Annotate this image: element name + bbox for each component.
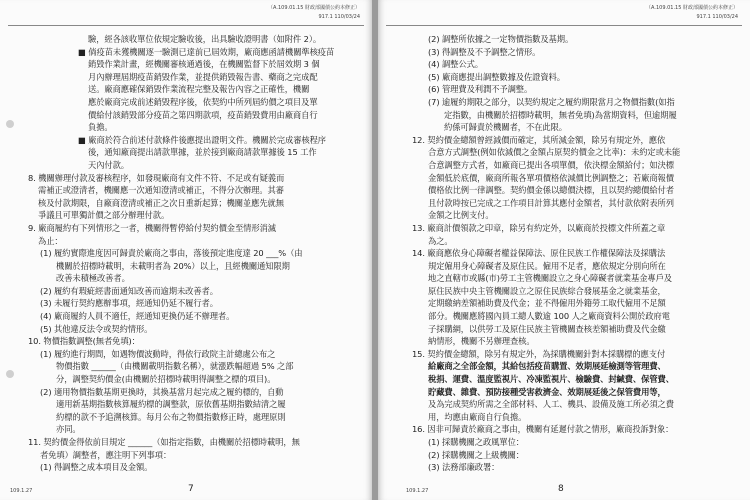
text-line: 10. 物價指數調整(無者免填)： bbox=[28, 336, 140, 347]
text-line: 應於廠商完成前述銷毀程序後，依契約中所列屆約價之項目及單 bbox=[88, 96, 318, 107]
text-line: 金額之比例支付。 bbox=[428, 210, 494, 221]
right-footer-date: 109.1.27 bbox=[406, 488, 429, 494]
left-header-title: （A.109.01.15 財政部國債公約本修正） bbox=[268, 5, 360, 11]
left-page-body bbox=[28, 33, 350, 474]
text-line: 12. 契約價金總額曾經減價而確定，其所減金額，除另有規定外，應依 bbox=[412, 134, 666, 145]
text-line: 規定僱用身心障礙者及原住民。僱用不足者，應依規定分別向所在 bbox=[428, 260, 666, 271]
text-line: 改善未積極改善者。 bbox=[56, 273, 130, 284]
text-line: 核及付款期限，自廠商澄清或補正之次日重新起算；機關並應先就無 bbox=[38, 197, 284, 208]
text-line: 14. 廠商應依身心障礙者權益保障法、原住民族工作權保障法及採購法 bbox=[412, 248, 666, 259]
text-line: 定期繳納差額補助費及代金；並不得僱用外籍勞工取代僱用不足額 bbox=[428, 298, 666, 309]
left-header-rule bbox=[8, 25, 364, 26]
right-page-number: 8 bbox=[558, 484, 564, 494]
text-line: 9. 廠商履約有下列情形之一者，機關得暫停給付契約價金至情形消滅 bbox=[28, 222, 276, 233]
text-line: 爭議且可單獨計價之部分辦理付款。 bbox=[38, 210, 170, 221]
text-line: 價給付該銷毀部分疫苗之第四期款項，疫苗銷毀費用由廠商自行 bbox=[88, 109, 318, 120]
left-footer-date: 109.1.27 bbox=[10, 488, 33, 494]
text-line: 11. 契約價金得依前目規定 ______（如指定指數，由機關於招標時載明，無 bbox=[28, 437, 300, 447]
text-line: (3) 法務部廉政署： bbox=[428, 462, 500, 473]
right-header-title: （A.109.01.15 財政部國債公約本修正） bbox=[646, 5, 738, 11]
text-line: 價格依比例一律調整。契約價金係以總價決標，且以契約總價給付者 bbox=[428, 185, 674, 196]
text-line: 約標的款不予追溯核算。每月公布之物價指數修正時，處理原則 bbox=[56, 411, 286, 422]
text-line: 月內辦理屆期疫苗銷毀作業，並提供銷毀報告書、藥商之完成配 bbox=[88, 71, 318, 82]
text-line: 銷毀作業計畫，經機關審核通過後，在機關監督下於屆效期 3 個 bbox=[88, 59, 320, 70]
text-line: 亦同。 bbox=[56, 424, 81, 435]
text-line: (1) 履約實際進度因可歸責於廠商之事由，落後預定進度達 20 ___%（由 bbox=[40, 248, 303, 259]
text-line: (2) 採購機關之上級機關： bbox=[428, 449, 524, 460]
text-line: 物價指數 ______（由機關載明指數名稱），就漲跌幅超過 5% 之部 bbox=[56, 361, 294, 372]
text-line: (4) 廠商履約人員不適任，經通知更換仍延不辦理者。 bbox=[40, 311, 235, 322]
text-line: 為止： bbox=[38, 235, 63, 246]
right-page-body bbox=[398, 33, 724, 474]
text-line: (2) 履約有瑕疵經書面通知改善而逾期未改善者。 bbox=[40, 285, 218, 296]
text-line: 需補正或澄清者，機關應一次通知澄清或補正，不得分次辦理。其審 bbox=[38, 185, 284, 196]
text-line: 分，調整契約價金(由機關於招標時載明得調整之標的項目)。 bbox=[56, 374, 276, 385]
right-header-rule bbox=[386, 25, 742, 26]
text-line: 子採購網，以供勞工及原住民族主管機關查核差額補助費及代金繳 bbox=[428, 323, 666, 334]
text-line: 8. 機關辦理付款及審核程序，如發現廠商有文件不符、不足或有疑義而 bbox=[28, 172, 285, 183]
text-line: 機關於招標時載明，未載明者為 20%）以上，且經機關通知限期 bbox=[56, 260, 290, 271]
left-page-number: 7 bbox=[188, 484, 194, 494]
right-header-ref: 917.1 110/03/24 bbox=[696, 14, 738, 20]
text-line: 原住民族中央主管機關設立之原住民族綜合發展基金之就業基金， bbox=[428, 285, 666, 296]
text-line: (3) 未履行契約應辦事項，經通知仍延不履行者。 bbox=[40, 298, 218, 309]
text-line: 15. 契約價金總額，除另有規定外，為採購機關針對本採購標的應支付 bbox=[412, 348, 666, 359]
text-line: (6) 管理費及利潤不予調整。 bbox=[428, 84, 533, 95]
text-line: 稅捐、運費、溫度監視片、冷凍監視片、檢驗費、封緘費、保管費、 bbox=[428, 374, 674, 385]
text-line: (5) 廠商應提出調整數據及佐證資料。 bbox=[428, 71, 565, 82]
text-line: 後，通知廠商提出請款單據，並於接到廠商請款單據後 15 工作 bbox=[88, 147, 317, 158]
text-line: 13. 廠商計價領款之印章，除另有約定外，以廠商於投標文件所蓋之章 bbox=[412, 222, 666, 233]
text-line: (5) 其他違反法令或契約情形。 bbox=[40, 323, 153, 334]
text-line: 適用新基期指數核算履約標的調整款，原依舊基期指數結清之履 bbox=[56, 399, 286, 410]
text-line: 驗，經各該收單位依規定驗收後，出具驗收證明書（如附件 2）。 bbox=[88, 34, 322, 44]
text-line: 天內付款。 bbox=[88, 159, 129, 170]
text-line: ■ 倘疫苗未獲機關逐一驗測已達前已屆效期，廠商應函請機關準核疫苗 bbox=[78, 46, 335, 57]
text-line: 及為完成契約所需之全部材料、人工、機具、設備及施工所必須之費 bbox=[428, 399, 674, 410]
text-line: (1) 履約進行期間，如遇物價波動時，得依行政院主計總處公布之 bbox=[40, 348, 276, 359]
text-line: 送。廠商應確保銷毀作業流程完整及報告內容之正確性，機關 bbox=[88, 84, 310, 95]
text-line: 且付款時按已完成之工作項目計算其應付金額者，其付款依附表所列 bbox=[428, 197, 674, 208]
text-line: 貯藏費、雜費、預防接種受害救濟金、效期展延後之保管費用等， bbox=[428, 386, 666, 397]
text-line: 地之直轄市或縣(市)勞工主管機關設立之身心障礙者就業基金專戶及 bbox=[428, 273, 672, 284]
text-line: 定指數，由機關於招標時載明，無者免填)為當期資料，但逾期履 bbox=[444, 109, 677, 120]
text-line: (4) 調整公式。 bbox=[428, 59, 483, 70]
text-line: 者免填）調整者，應注明下列事項： bbox=[40, 449, 172, 460]
text-line: (1) 得調整之成本項目及金額。 bbox=[40, 462, 153, 473]
text-line: 用，均應由廠商自行負擔。 bbox=[428, 411, 527, 422]
text-line: (1) 採購機關之政風單位： bbox=[428, 437, 524, 447]
text-line: 部分。機關應將國內員工總人數逾 100 人之廠商資料公開於政府電 bbox=[428, 311, 670, 322]
left-header-ref: 917.1 110/03/24 bbox=[318, 14, 360, 20]
right-page bbox=[378, 0, 750, 500]
text-line: (2) 調整所依據之一定物價指數及基期。 bbox=[428, 34, 574, 44]
text-line: 合意調整方式者，如廠商已提出各項單價，依決標金額給付；如決標 bbox=[428, 159, 674, 170]
text-line: 約係可歸責於機關者，不在此限。 bbox=[444, 122, 567, 133]
text-line: ■ 廠商於符合前述付款條件後應提出證明文件。機關於完成審核程序 bbox=[78, 134, 326, 145]
text-line: 金額低於底價，廠商所報各單項價格依減價比例調整之；若廠商報價 bbox=[428, 172, 674, 183]
text-line: 合意方式調整(例如依減價之金額占原契約價金之比率)：未約定或未能 bbox=[428, 147, 681, 158]
text-line: 負擔。 bbox=[88, 122, 113, 133]
text-line: 納情形，機關不另辦理查核。 bbox=[428, 336, 535, 347]
punch-hole bbox=[6, 120, 14, 128]
punch-hole bbox=[6, 370, 14, 378]
text-line: (2) 適用物價指數基期更換時，其換基當月起完成之履約標的，自動 bbox=[40, 386, 284, 397]
text-line: 為之。 bbox=[428, 235, 453, 246]
left-page bbox=[0, 0, 372, 500]
text-line: (7) 逾履約期限之部分，以契約規定之履約期限當月之物價指數(如指 bbox=[428, 96, 675, 107]
text-line: (3) 得調整及不予調整之情形。 bbox=[428, 46, 541, 57]
text-line: 16. 因非可歸責於廠商之事由，機關有延遲付款之情形，廠商投訴對象： bbox=[412, 424, 674, 435]
text-line: 給廠商之全部金額，其給包括疫苗購置、效期展延檢測等管理費、 bbox=[428, 361, 666, 372]
